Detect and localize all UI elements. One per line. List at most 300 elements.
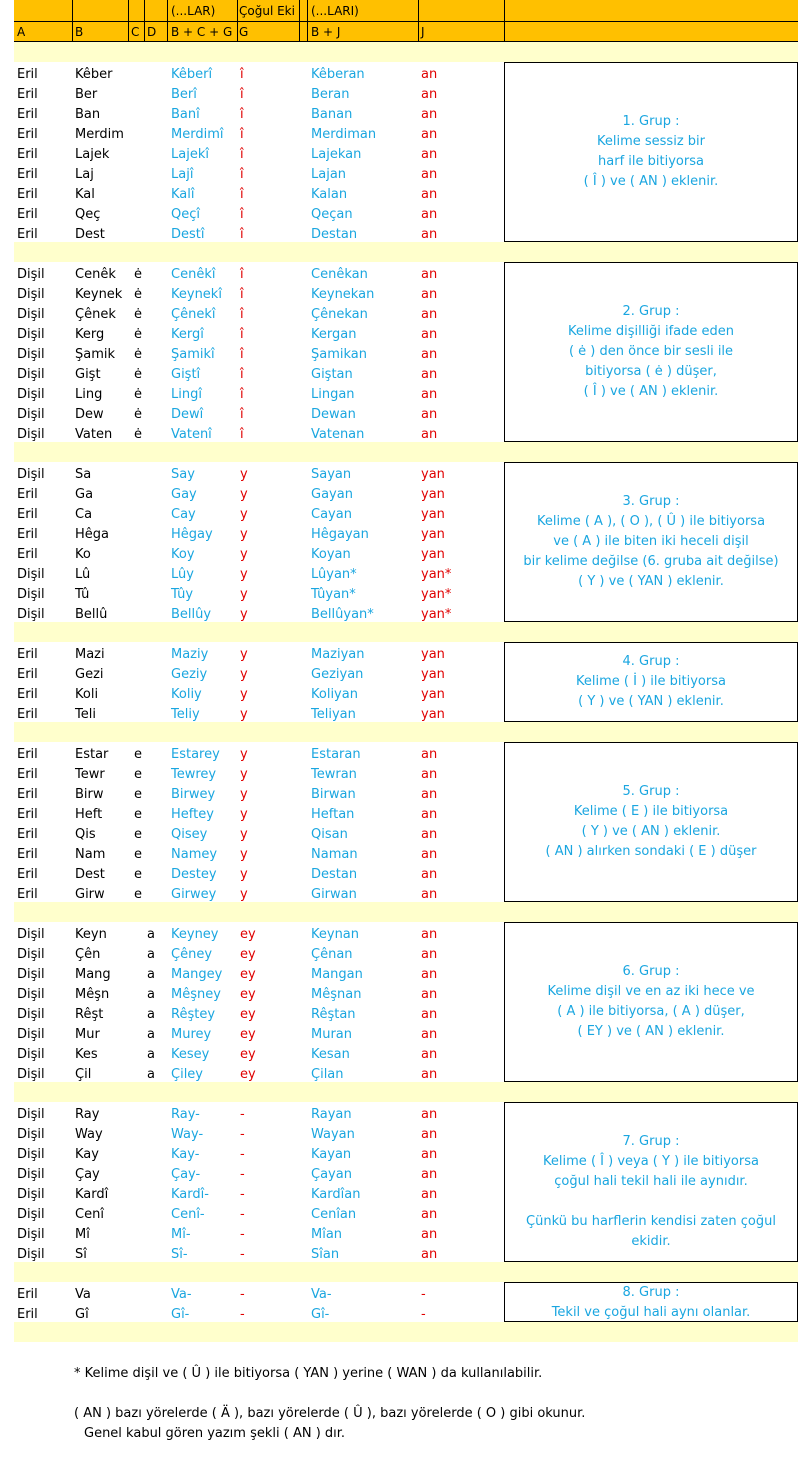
cell-singular-suffixed: Namey	[171, 847, 218, 862]
cell-singular-suffixed: Koliy	[171, 687, 202, 702]
group-separator-row	[14, 1082, 798, 1102]
group-note-text: 5. Grup : Kelime ( E ) ile bitiyorsa ( Y ) ve ( AN ) eklenir. ( AN ) alırken sondaki ( E ) düşer	[545, 784, 757, 859]
cell-suffix-j: yan	[421, 687, 445, 702]
cell-suffix-g: -	[240, 1247, 245, 1262]
cell-suffix-j: an	[421, 1227, 438, 1242]
cell-word: Gezi	[75, 667, 104, 682]
cell-suffix-j: yan	[421, 507, 445, 522]
cell-suffix-g: î	[240, 127, 244, 142]
cell-c: ė	[134, 347, 142, 362]
cell-plural: Çênekan	[311, 307, 368, 322]
cell-suffix-j: an	[421, 867, 438, 882]
cell-suffix-j: an	[421, 887, 438, 902]
cell-suffix-g: -	[240, 1207, 245, 1222]
cell-suffix-g: î	[240, 287, 244, 302]
cell-singular-suffixed: Merdimî	[171, 127, 224, 142]
cell-gender: Dişil	[17, 607, 45, 622]
cell-suffix-j: yan*	[421, 567, 452, 582]
cell-word: Çên	[75, 947, 101, 962]
cell-suffix-g: y	[240, 767, 248, 782]
cell-plural: Mîan	[311, 1227, 343, 1242]
cell-suffix-g: î	[240, 367, 244, 382]
cell-gender: Dişil	[17, 1007, 45, 1022]
cell-plural: Koyan	[311, 547, 351, 562]
cell-plural: Çênan	[311, 947, 353, 962]
cell-word: Heft	[75, 807, 103, 822]
cell-gender: Eril	[17, 507, 38, 522]
cell-word: Rêşt	[75, 1007, 104, 1022]
cell-suffix-j: an	[421, 767, 438, 782]
cell-plural: Maziyan	[311, 647, 365, 662]
cell-word: Ray	[75, 1107, 100, 1122]
cell-singular-suffixed: Dewî	[171, 407, 204, 422]
cell-singular-suffixed: Koy	[171, 547, 195, 562]
cell-suffix-g: î	[240, 167, 244, 182]
cell-gender: Dişil	[17, 287, 45, 302]
header-col-j: J	[421, 25, 425, 39]
cell-singular-suffixed: Murey	[171, 1027, 212, 1042]
cell-suffix-g: ey	[240, 1027, 256, 1042]
cell-c: e	[134, 807, 142, 822]
cell-singular-suffixed: Banî	[171, 107, 200, 122]
cell-gender: Dişil	[17, 427, 45, 442]
cell-suffix-j: an	[421, 67, 438, 82]
cell-suffix-j: an	[421, 347, 438, 362]
cell-singular-suffixed: Say	[171, 467, 195, 482]
cell-singular-suffixed: Keynekî	[171, 287, 222, 302]
cell-d: a	[147, 967, 155, 982]
cell-plural: Muran	[311, 1027, 353, 1042]
cell-gender: Dişil	[17, 407, 45, 422]
cell-singular-suffixed: Estarey	[171, 747, 220, 762]
cell-gender: Eril	[17, 867, 38, 882]
cell-plural: Mangan	[311, 967, 363, 982]
cell-singular-suffixed: Qeçî	[171, 207, 200, 222]
cell-suffix-j: an	[421, 847, 438, 862]
group-note-box	[504, 262, 798, 442]
cell-plural: Naman	[311, 847, 358, 862]
cell-plural: Cayan	[311, 507, 352, 522]
cell-word: Laj	[75, 167, 94, 182]
cell-plural: Destan	[311, 867, 358, 882]
footnote-an-standard: Genel kabul gören yazım şekli ( AN ) dır.	[84, 1426, 346, 1441]
cell-plural: Sayan	[311, 467, 352, 482]
cell-word: Keynek	[75, 287, 123, 302]
cell-word: Çil	[75, 1067, 92, 1082]
cell-gender: Dişil	[17, 1147, 45, 1162]
cell-plural: Wayan	[311, 1127, 355, 1142]
cell-suffix-g: y	[240, 647, 248, 662]
group-note-box	[504, 642, 798, 722]
cell-suffix-g: ey	[240, 967, 256, 982]
cell-plural: Lajan	[311, 167, 347, 182]
cell-suffix-g: î	[240, 67, 244, 82]
cell-word: Kes	[75, 1047, 98, 1062]
cell-suffix-g: y	[240, 707, 248, 722]
cell-suffix-j: yan	[421, 467, 445, 482]
cell-gender: Eril	[17, 767, 38, 782]
cell-singular-suffixed: Qisey	[171, 827, 208, 842]
cell-gender: Eril	[17, 227, 38, 242]
cell-singular-suffixed: Berî	[171, 87, 197, 102]
group-note-text: 6. Grup : Kelime dişil ve en az iki hece ve ( A ) ile bitiyorsa, ( A ) düşer, ( EY ) ve ( AN ) eklenir.	[547, 964, 755, 1039]
cell-d: a	[147, 987, 155, 1002]
cell-suffix-g: y	[240, 527, 248, 542]
group-note-box	[504, 1102, 798, 1262]
cell-suffix-g: -	[240, 1127, 245, 1142]
cell-plural: Qeçan	[311, 207, 353, 222]
cell-singular-suffixed: Mêşney	[171, 987, 221, 1002]
cell-suffix-g: î	[240, 87, 244, 102]
cell-suffix-j: yan*	[421, 607, 452, 622]
cell-word: Lû	[75, 567, 91, 582]
cell-gender: Eril	[17, 127, 38, 142]
cell-word: Kay	[75, 1147, 99, 1162]
cell-c: ė	[134, 387, 142, 402]
cell-suffix-j: an	[421, 987, 438, 1002]
cell-singular-suffixed: Cenêkî	[171, 267, 216, 282]
cell-suffix-j: yan	[421, 527, 445, 542]
cell-suffix-j: an	[421, 367, 438, 382]
cell-suffix-j: yan	[421, 647, 445, 662]
cell-word: Kal	[75, 187, 95, 202]
col-divider-h	[299, 0, 300, 42]
cell-plural: Dewan	[311, 407, 356, 422]
cell-plural: Gayan	[311, 487, 353, 502]
cell-gender: Eril	[17, 887, 38, 902]
cell-gender: Eril	[17, 807, 38, 822]
cell-singular-suffixed: Çay-	[171, 1167, 201, 1182]
cell-plural: Destan	[311, 227, 358, 242]
cell-d: a	[147, 1007, 155, 1022]
cell-suffix-g: ey	[240, 987, 256, 1002]
cell-word: Keyn	[75, 927, 107, 942]
cell-singular-suffixed: Çiley	[171, 1067, 203, 1082]
group-note-box	[504, 1282, 798, 1322]
cell-word: Tû	[75, 587, 90, 602]
cell-plural: Lajekan	[311, 147, 362, 162]
cell-word: Estar	[75, 747, 109, 762]
cell-singular-suffixed: Çêney	[171, 947, 213, 962]
cell-word: Mang	[75, 967, 111, 982]
cell-plural: Heftan	[311, 807, 355, 822]
cell-gender: Dişil	[17, 1187, 45, 1202]
cell-suffix-g: y	[240, 747, 248, 762]
cell-gender: Dişil	[17, 967, 45, 982]
col-divider-c	[128, 0, 129, 42]
cell-singular-suffixed: Ray-	[171, 1107, 200, 1122]
cell-suffix-g: y	[240, 567, 248, 582]
cell-d: a	[147, 1047, 155, 1062]
cell-word: Mî	[75, 1227, 90, 1242]
cell-c: e	[134, 887, 142, 902]
cell-gender: Dişil	[17, 1227, 45, 1242]
col-divider-e	[167, 0, 168, 42]
cell-gender: Eril	[17, 647, 38, 662]
cell-c: ė	[134, 367, 142, 382]
cell-suffix-j: an	[421, 747, 438, 762]
cell-suffix-g: î	[240, 307, 244, 322]
cell-singular-suffixed: Teliy	[171, 707, 200, 722]
cell-word: Birw	[75, 787, 104, 802]
cell-gender: Dişil	[17, 347, 45, 362]
cell-suffix-g: y	[240, 487, 248, 502]
cell-suffix-j: an	[421, 167, 438, 182]
cell-word: Dest	[75, 227, 105, 242]
cell-singular-suffixed: Lingî	[171, 387, 202, 402]
cell-suffix-j: -	[421, 1307, 426, 1322]
cell-plural: Giştan	[311, 367, 353, 382]
group-note-box	[504, 62, 798, 242]
cell-suffix-g: y	[240, 667, 248, 682]
cell-gender: Dişil	[17, 267, 45, 282]
cell-word: Koli	[75, 687, 99, 702]
cell-d: a	[147, 947, 155, 962]
cell-singular-suffixed: Destey	[171, 867, 217, 882]
cell-gender: Eril	[17, 187, 38, 202]
cell-word: Çênek	[75, 307, 116, 322]
cell-singular-suffixed: Hêgay	[171, 527, 213, 542]
cell-suffix-g: y	[240, 847, 248, 862]
cell-word: Ber	[75, 87, 98, 102]
cell-suffix-j: an	[421, 1007, 438, 1022]
cell-gender: Dişil	[17, 1167, 45, 1182]
cell-plural: Girwan	[311, 887, 357, 902]
cell-plural: Tûyan*	[311, 587, 356, 602]
cell-singular-suffixed: Çênekî	[171, 307, 216, 322]
cell-suffix-g: î	[240, 147, 244, 162]
cell-plural: Geziyan	[311, 667, 364, 682]
cell-word: Sa	[75, 467, 92, 482]
cell-singular-suffixed: Cenî-	[171, 1207, 205, 1222]
cell-gender: Dişil	[17, 927, 45, 942]
cell-gender: Dişil	[17, 987, 45, 1002]
cell-word: Mazi	[75, 647, 105, 662]
cell-suffix-j: yan	[421, 667, 445, 682]
cell-plural: Estaran	[311, 747, 361, 762]
header-col-g: G	[239, 25, 249, 39]
footnote-wan: * Kelime dişil ve ( Û ) ile bitiyorsa ( YAN ) yerine ( WAN ) da kullanılabilir.	[74, 1366, 543, 1381]
cell-gender: Eril	[17, 747, 38, 762]
cell-gender: Dişil	[17, 327, 45, 342]
cell-gender: Dişil	[17, 387, 45, 402]
cell-suffix-j: -	[421, 1287, 426, 1302]
cell-word: Şamik	[75, 347, 116, 362]
cell-plural: Vatenan	[311, 427, 365, 442]
cell-singular-suffixed: Destî	[171, 227, 205, 242]
cell-word: Dew	[75, 407, 104, 422]
cell-gender: Dişil	[17, 1047, 45, 1062]
cell-plural: Kêberan	[311, 67, 365, 82]
cell-suffix-g: î	[240, 187, 244, 202]
cell-suffix-g: -	[240, 1287, 245, 1302]
cell-singular-suffixed: Gay	[171, 487, 197, 502]
cell-plural: Cenêkan	[311, 267, 368, 282]
cell-gender: Dişil	[17, 1247, 45, 1262]
cell-gender: Dişil	[17, 467, 45, 482]
cell-singular-suffixed: Mangey	[171, 967, 223, 982]
cell-plural: Keynekan	[311, 287, 375, 302]
cell-suffix-g: î	[240, 267, 244, 282]
col-divider-d	[144, 0, 145, 42]
cell-gender: Dişil	[17, 367, 45, 382]
cell-suffix-g: î	[240, 207, 244, 222]
cell-singular-suffixed: Vatenî	[171, 427, 212, 442]
cell-suffix-g: -	[240, 1167, 245, 1182]
cell-c: e	[134, 787, 142, 802]
col-divider-k	[504, 0, 505, 42]
cell-suffix-j: an	[421, 1027, 438, 1042]
cell-singular-suffixed: Keyney	[171, 927, 219, 942]
cell-gender: Eril	[17, 87, 38, 102]
cell-suffix-g: î	[240, 327, 244, 342]
cell-suffix-g: y	[240, 807, 248, 822]
cell-plural: Kayan	[311, 1147, 352, 1162]
cell-gender: Dişil	[17, 1107, 45, 1122]
cell-suffix-g: -	[240, 1147, 245, 1162]
cell-word: Vaten	[75, 427, 113, 442]
cell-gender: Eril	[17, 827, 38, 842]
cell-singular-suffixed: Lajekî	[171, 147, 209, 162]
cell-c: ė	[134, 287, 142, 302]
cell-singular-suffixed: Cay	[171, 507, 196, 522]
cell-suffix-g: î	[240, 107, 244, 122]
cell-suffix-g: y	[240, 467, 248, 482]
cell-word: Cenî	[75, 1207, 104, 1222]
cell-suffix-j: an	[421, 87, 438, 102]
cell-plural: Tewran	[311, 767, 357, 782]
cell-suffix-g: y	[240, 827, 248, 842]
cell-suffix-j: an	[421, 1107, 438, 1122]
cell-plural: Şamikan	[311, 347, 367, 362]
cell-gender: Eril	[17, 107, 38, 122]
cell-plural: Va-	[311, 1287, 332, 1302]
cell-word: Ban	[75, 107, 101, 122]
cell-suffix-j: an	[421, 967, 438, 982]
cell-gender: Dişil	[17, 587, 45, 602]
cell-suffix-j: an	[421, 307, 438, 322]
cell-suffix-j: an	[421, 1147, 438, 1162]
header-col-a: A	[17, 25, 26, 39]
cell-word: Merdim	[75, 127, 124, 142]
cell-plural: Kalan	[311, 187, 348, 202]
cell-word: Lajek	[75, 147, 110, 162]
cell-suffix-j: an	[421, 947, 438, 962]
cell-suffix-j: yan	[421, 707, 445, 722]
cell-singular-suffixed: Kalî	[171, 187, 195, 202]
cell-suffix-j: an	[421, 147, 438, 162]
cell-gender: Eril	[17, 207, 38, 222]
group-note-text: 4. Grup : Kelime ( İ ) ile bitiyorsa ( Y ) ve ( YAN ) eklenir.	[576, 654, 726, 709]
group-note-box	[504, 922, 798, 1082]
cell-singular-suffixed: Rêştey	[171, 1007, 216, 1022]
cell-suffix-g: -	[240, 1187, 245, 1202]
cell-plural: Teliyan	[311, 707, 356, 722]
cell-gender: Eril	[17, 547, 38, 562]
cell-singular-suffixed: Şamikî	[171, 347, 215, 362]
cell-word: Ko	[75, 547, 91, 562]
cell-suffix-g: ey	[240, 1007, 256, 1022]
cell-word: Girw	[75, 887, 105, 902]
cell-suffix-g: î	[240, 387, 244, 402]
cell-suffix-j: an	[421, 187, 438, 202]
cell-suffix-j: an	[421, 327, 438, 342]
cell-plural: Beran	[311, 87, 350, 102]
cell-gender: Eril	[17, 487, 38, 502]
cell-suffix-j: an	[421, 1067, 438, 1082]
cell-plural: Lingan	[311, 387, 355, 402]
cell-singular-suffixed: Bellûy	[171, 607, 212, 622]
cell-word: Qeç	[75, 207, 101, 222]
cell-d: a	[147, 1067, 155, 1082]
cell-gender: Dişil	[17, 567, 45, 582]
cell-suffix-g: y	[240, 587, 248, 602]
cell-gender: Dişil	[17, 307, 45, 322]
cell-suffix-g: î	[240, 347, 244, 362]
group-note-box	[504, 742, 798, 902]
cell-suffix-g: î	[240, 227, 244, 242]
cell-gender: Eril	[17, 1287, 38, 1302]
group-separator-row	[14, 242, 798, 262]
cell-c: e	[134, 847, 142, 862]
cell-suffix-j: an	[421, 1167, 438, 1182]
cell-word: Nam	[75, 847, 106, 862]
cell-suffix-g: î	[240, 427, 244, 442]
cell-plural: Mêşnan	[311, 987, 362, 1002]
cell-suffix-j: an	[421, 1127, 438, 1142]
cell-singular-suffixed: Kardî-	[171, 1187, 209, 1202]
cell-singular-suffixed: Kay-	[171, 1147, 200, 1162]
cell-c: ė	[134, 327, 142, 342]
spacer-row	[14, 42, 798, 62]
cell-d: a	[147, 1027, 155, 1042]
cell-word: Gişt	[75, 367, 101, 382]
cell-plural: Cenîan	[311, 1207, 357, 1222]
col-divider-j	[418, 0, 419, 42]
cell-singular-suffixed: Lûy	[171, 567, 194, 582]
cell-singular-suffixed: Lajî	[171, 167, 194, 182]
cell-suffix-j: an	[421, 127, 438, 142]
cell-suffix-g: î	[240, 407, 244, 422]
cell-suffix-g: -	[240, 1227, 245, 1242]
cell-suffix-j: an	[421, 1207, 438, 1222]
cell-suffix-j: an	[421, 1047, 438, 1062]
cell-singular-suffixed: Birwey	[171, 787, 216, 802]
cell-suffix-g: ey	[240, 1047, 256, 1062]
cell-suffix-j: an	[421, 407, 438, 422]
cell-singular-suffixed: Geziy	[171, 667, 208, 682]
cell-gender: Eril	[17, 687, 38, 702]
cell-suffix-g: y	[240, 787, 248, 802]
cell-gender: Eril	[17, 667, 38, 682]
cell-suffix-g: y	[240, 887, 248, 902]
cell-plural: Çilan	[311, 1067, 344, 1082]
cell-word: Cenêk	[75, 267, 116, 282]
cell-plural: Banan	[311, 107, 353, 122]
cell-plural: Merdiman	[311, 127, 377, 142]
cell-suffix-j: an	[421, 1247, 438, 1262]
cell-plural: Kardîan	[311, 1187, 361, 1202]
cell-singular-suffixed: Kergî	[171, 327, 204, 342]
group-separator-row	[14, 1322, 798, 1342]
header-col-d: D	[147, 25, 157, 39]
cell-suffix-j: an	[421, 787, 438, 802]
header-col-b: B	[75, 25, 84, 39]
group-separator-row	[14, 722, 798, 742]
cell-suffix-j: yan	[421, 487, 445, 502]
cell-word: Ca	[75, 507, 93, 522]
cell-word: Çay	[75, 1167, 100, 1182]
